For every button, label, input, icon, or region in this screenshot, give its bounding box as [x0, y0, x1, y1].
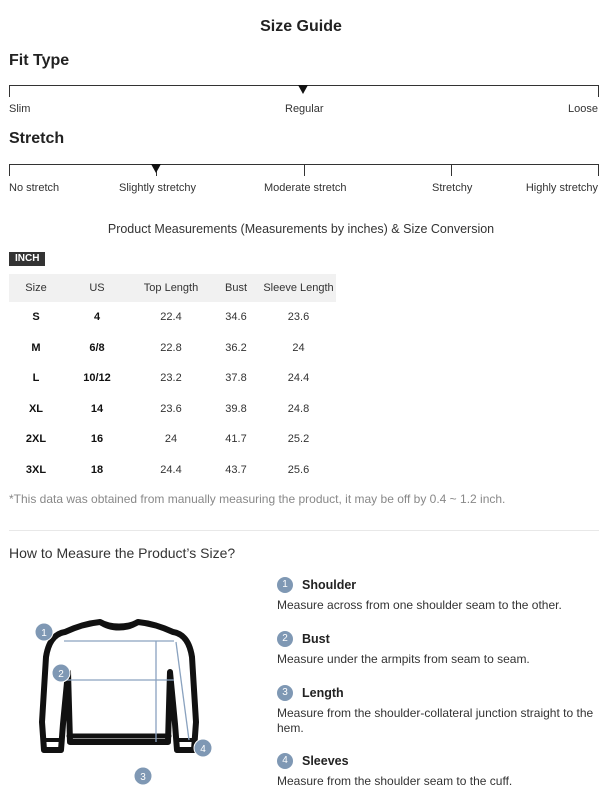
step-title: Shoulder: [302, 578, 357, 592]
fit-type-scale: [9, 85, 599, 98]
us-cell: 4: [93, 311, 101, 324]
col-header-sleeve-length: Sleeve Length: [261, 274, 336, 302]
sleeve-length-cell: 25.2: [287, 433, 310, 446]
stretch-scale: [9, 164, 599, 177]
scale-tick: [598, 165, 599, 176]
size-table: [9, 274, 336, 485]
top-length-cell: 24.4: [160, 463, 182, 476]
table-row: [9, 455, 336, 486]
step-description: Measure across from one shoulder seam to the other.: [277, 598, 562, 612]
stretch-label-none: No stretch: [9, 182, 60, 194]
step-number-badge: 3: [277, 685, 293, 701]
table-row: [9, 363, 336, 394]
divider: [9, 530, 599, 531]
svg-text:2: 2: [58, 669, 64, 680]
how-to-heading: How to Measure the Product’s Size?: [9, 545, 236, 561]
fit-type-marker: [298, 85, 308, 94]
fit-type-heading: Fit Type: [9, 52, 70, 69]
step-sleeves: [277, 751, 597, 797]
measure-point-2: [52, 664, 70, 682]
scale-tick: [598, 86, 599, 97]
sleeve-length-cell: 24.4: [287, 372, 310, 385]
bust-cell: 41.7: [225, 433, 247, 446]
stretch-label-stretchy: Stretchy: [432, 182, 473, 194]
table-header-row: [9, 274, 336, 302]
fit-label-slim: Slim: [9, 103, 31, 115]
stretch-label-slight: Slightly stretchy: [119, 182, 197, 194]
table-row: [9, 394, 336, 425]
step-title: Length: [302, 686, 344, 700]
size-cell: L: [32, 372, 40, 385]
step-bust: [277, 629, 597, 683]
step-shoulder: [277, 575, 597, 629]
us-cell: 10/12: [83, 372, 111, 385]
measure-point-1: [35, 623, 53, 641]
conversion-title: Product Measurements (Measurements by inches) & Size Conversion: [107, 222, 495, 236]
us-cell: 16: [90, 433, 104, 446]
step-description: Measure under the armpits from seam to seam.: [277, 652, 530, 666]
step-number-badge: 4: [277, 753, 293, 769]
sleeve-length-cell: 25.6: [287, 463, 310, 476]
scale-tick: [304, 165, 305, 176]
bust-cell: 34.6: [225, 311, 247, 324]
sweater-diagram: [28, 612, 228, 792]
table-row: [9, 333, 336, 364]
us-cell: 18: [90, 463, 104, 476]
sleeve-length-cell: 24: [292, 341, 305, 354]
col-header-bust: Bust: [211, 274, 261, 302]
top-length-cell: 24: [164, 433, 178, 446]
measure-point-4: [194, 739, 212, 757]
us-cell: 6/8: [89, 341, 105, 354]
bust-cell: 39.8: [225, 402, 247, 415]
col-header-size: Size: [9, 274, 63, 302]
stretch-label-moderate: Moderate stretch: [264, 182, 347, 194]
measure-steps: [277, 575, 597, 797]
bust-cell: 36.2: [225, 341, 247, 354]
size-cell: M: [31, 341, 41, 354]
bust-cell: 43.7: [225, 463, 247, 476]
size-cell: 3XL: [25, 463, 47, 476]
top-length-cell: 22.4: [160, 311, 182, 324]
svg-text:4: 4: [200, 744, 206, 755]
svg-text:1: 1: [41, 628, 47, 639]
sleeve-length-cell: 23.6: [287, 311, 310, 324]
col-header-us: US: [63, 274, 131, 302]
fit-label-loose: Loose: [568, 103, 598, 115]
step-description: Measure from the shoulder seam to the cuff.: [277, 774, 513, 788]
svg-text:3: 3: [140, 772, 146, 783]
table-row: [9, 302, 336, 333]
scale-tick: [9, 165, 10, 176]
stretch-label-high: Highly stretchy: [525, 182, 598, 194]
top-length-cell: 23.2: [160, 372, 182, 385]
scale-tick: [451, 165, 452, 176]
step-description: Measure from the shoulder-collateral junction straight to the hem.: [277, 706, 594, 735]
step-title: Bust: [302, 632, 330, 646]
top-length-cell: 22.8: [160, 341, 182, 354]
fit-label-regular: Regular: [285, 103, 324, 115]
step-number-badge: 1: [277, 577, 293, 593]
bust-cell: 37.8: [225, 372, 247, 385]
table-row: [9, 424, 336, 455]
size-cell: S: [32, 311, 40, 324]
sleeve-length-cell: 24.8: [287, 402, 310, 415]
measure-point-3: [134, 767, 152, 785]
unit-badge: INCH: [9, 252, 45, 266]
stretch-heading: Stretch: [9, 130, 65, 147]
size-cell: 2XL: [25, 433, 47, 446]
stretch-marker: [151, 164, 161, 173]
scale-tick: [9, 86, 10, 97]
step-length: [277, 683, 597, 751]
step-title: Sleeves: [302, 754, 349, 768]
us-cell: 14: [90, 402, 104, 415]
col-header-top-length: Top Length: [131, 274, 211, 302]
step-number-badge: 2: [277, 631, 293, 647]
page-title: Size Guide: [260, 18, 342, 35]
size-cell: XL: [28, 402, 44, 415]
top-length-cell: 23.6: [160, 402, 182, 415]
measurement-note: *This data was obtained from manually measuring the product, it may be off by 0.4 ~ 1.2 inch.: [9, 492, 506, 506]
